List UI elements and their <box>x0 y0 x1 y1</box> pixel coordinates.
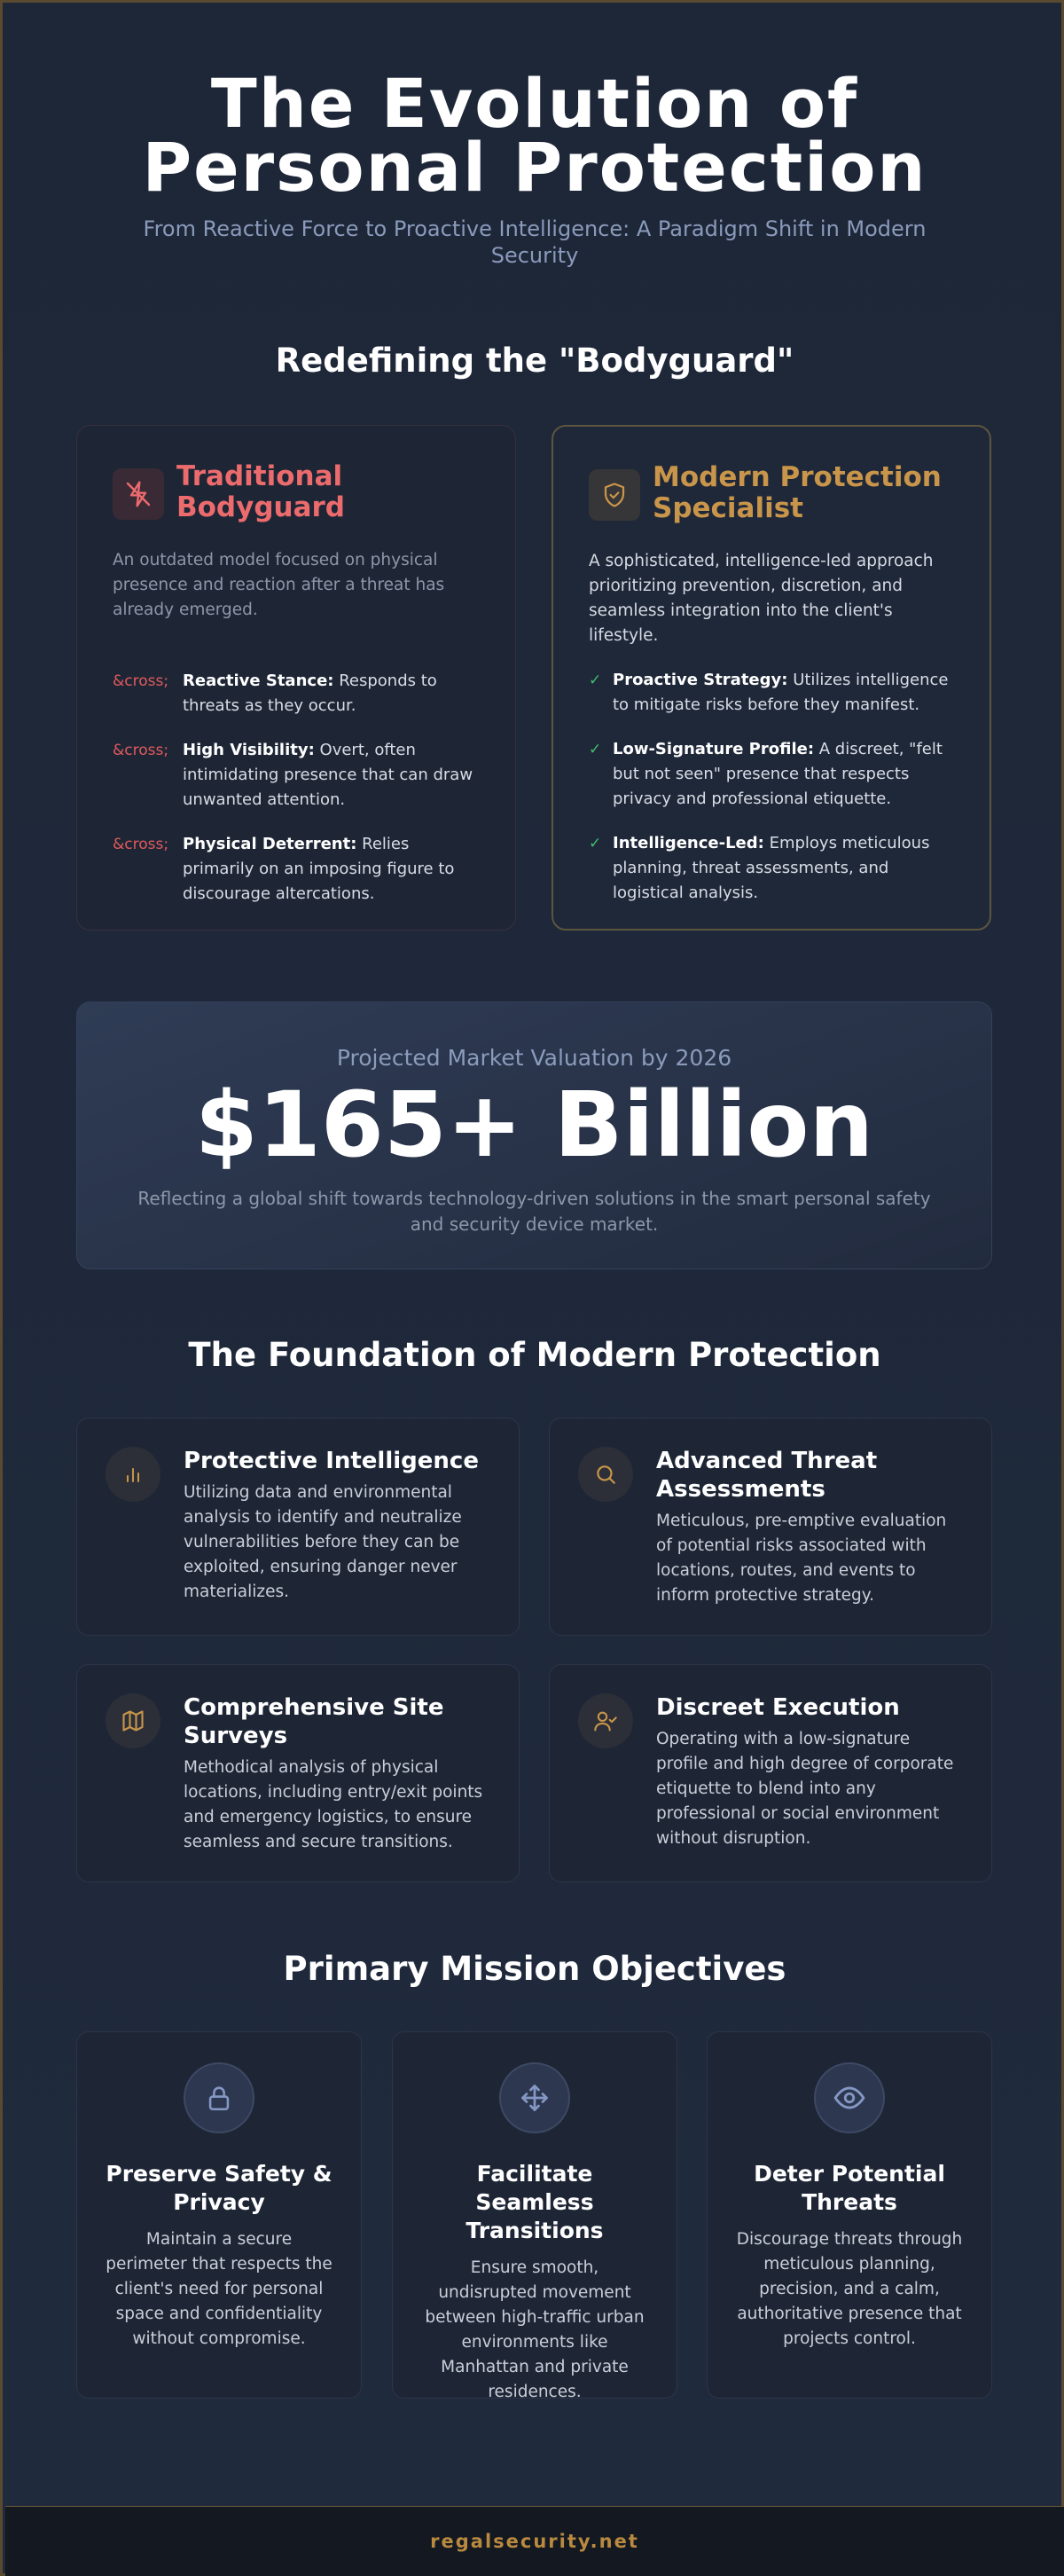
bar-chart-icon <box>106 1447 160 1502</box>
foundation-card-description: Meticulous, pre-emptive evaluation of potential risks associated with locations, routes, and events to inform protective strategy. <box>656 1512 947 1605</box>
traditional-bodyguard-card <box>76 425 516 931</box>
eye-icon <box>814 2062 885 2133</box>
modern-description: A sophisticated, intelligence-led approach prioritizing prevention, discretion, and seamless integration into the client's lifestyle. <box>589 552 934 645</box>
foundation-card-title: Advanced Threat Assessments <box>656 1448 878 1503</box>
shield-check-icon <box>589 469 640 521</box>
item-text: Utilizes intelligence to mitigate risks before they manifest. <box>613 671 949 714</box>
objective-card-safety-privacy <box>76 2031 362 2399</box>
traditional-description: An outdated model focused on physical presence and reaction after a threat has already emerged. <box>113 551 445 619</box>
check-icon: ✓ <box>589 671 602 689</box>
objective-card-deter-threats <box>707 2031 992 2399</box>
search-icon <box>578 1447 633 1502</box>
foundation-card-description: Utilizing data and environmental analysis to identify and neutralize vulnerabilities before they can be exploited, ensuring danger never materializes. <box>184 1483 462 1601</box>
foundation-heading: The Foundation of Modern Protection <box>188 1336 881 1374</box>
objective-description: Maintain a secure perimeter that respects the client's need for personal space and confidentiality without compromise. <box>106 2230 332 2348</box>
item-label: Proactive Strategy: <box>613 671 788 689</box>
foundation-card-title: Protective Intelligence <box>184 1448 479 1474</box>
cross-icon: &cross; <box>113 672 169 690</box>
item-label: High Visibility: <box>183 741 315 759</box>
market-description: Reflecting a global shift towards technology-driven solutions in the smart personal safety and security device market. <box>137 1188 931 1235</box>
market-value: $165+ Billion <box>194 1072 874 1178</box>
item-text: A discreet, "felt but not seen" presence that respects privacy and professional etiquette. <box>613 740 943 808</box>
cross-icon: &cross; <box>113 742 169 759</box>
list-item <box>589 737 954 812</box>
foundation-card-title: Discreet Execution <box>656 1694 900 1721</box>
item-text: Responds to threats as they occur. <box>183 671 437 715</box>
page-subtitle: From Reactive Force to Proactive Intelligence: A Paradigm Shift in Modern Security <box>143 216 927 268</box>
modern-list <box>589 668 954 906</box>
title-line-1: The Evolution of <box>210 64 859 143</box>
no-shield-icon <box>113 468 164 520</box>
user-check-icon <box>578 1693 633 1748</box>
hero <box>3 64 1064 269</box>
foundation-card-protective-intelligence <box>76 1418 520 1636</box>
foundation-card-threat-assessments <box>549 1418 992 1636</box>
item-label: Physical Deterrent: <box>183 835 357 853</box>
comparison-heading: Redefining the "Bodyguard" <box>275 342 794 380</box>
title-line-2: Personal Protection <box>142 128 927 207</box>
foundation-card-title: Comprehensive Site Surveys <box>184 1694 444 1749</box>
item-text: Overt, often intimidating presence that can draw unwanted attention. <box>183 741 473 809</box>
traditional-title: Traditional Bodyguard <box>176 460 345 523</box>
objective-title: Preserve Safety & Privacy <box>106 2161 332 2215</box>
item-text: Relies primarily on an imposing figure to discourage altercations. <box>183 835 455 903</box>
item-label: Reactive Stance: <box>183 671 334 690</box>
market-valuation-banner <box>76 1001 992 1269</box>
list-item <box>113 738 480 813</box>
traditional-list <box>113 669 480 907</box>
list-item <box>113 669 480 719</box>
footer-domain-link[interactable]: regalsecurity.net <box>430 2531 639 2552</box>
item-label: Intelligence-Led: <box>613 834 764 852</box>
cross-icon: &cross; <box>113 836 169 853</box>
foundation-card-description: Methodical analysis of physical locations, including entry/exit points and emergency logistics, to ensure seamless and secure transitions. <box>184 1758 483 1851</box>
objective-card-seamless-transitions <box>392 2031 677 2399</box>
modern-title: Modern Protection Specialist <box>653 461 942 524</box>
check-icon: ✓ <box>589 835 602 852</box>
list-item <box>589 668 954 718</box>
check-icon: ✓ <box>589 741 602 758</box>
footer <box>5 2506 1064 2576</box>
market-label: Projected Market Valuation by 2026 <box>336 1045 732 1071</box>
modern-specialist-card <box>552 425 991 931</box>
objective-title: Facilitate Seamless Transitions <box>466 2161 604 2243</box>
objectives-heading: Primary Mission Objectives <box>283 1950 786 1988</box>
move-arrows-icon <box>499 2062 570 2133</box>
item-text: Employs meticulous planning, threat assessments, and logistical analysis. <box>613 834 930 902</box>
page-title <box>3 64 1064 207</box>
foundation-card-discreet-execution <box>549 1664 992 1882</box>
objective-description: Discourage threats through meticulous planning, precision, and a calm, authoritative presence that projects control. <box>736 2230 963 2348</box>
foundation-card-description: Operating with a low-signature profile and high degree of corporate etiquette to blend into any professional or social environment without disruption. <box>656 1730 954 1848</box>
map-icon <box>106 1693 160 1748</box>
foundation-card-site-surveys <box>76 1664 520 1882</box>
item-label: Low-Signature Profile: <box>613 740 815 758</box>
list-item <box>589 831 954 906</box>
list-item <box>113 832 480 907</box>
lock-icon <box>184 2062 254 2133</box>
objective-description: Ensure smooth, undisrupted movement between high-traffic urban environments like Manhattan and private residences. <box>425 2258 645 2401</box>
objective-title: Deter Potential Threats <box>754 2161 945 2215</box>
